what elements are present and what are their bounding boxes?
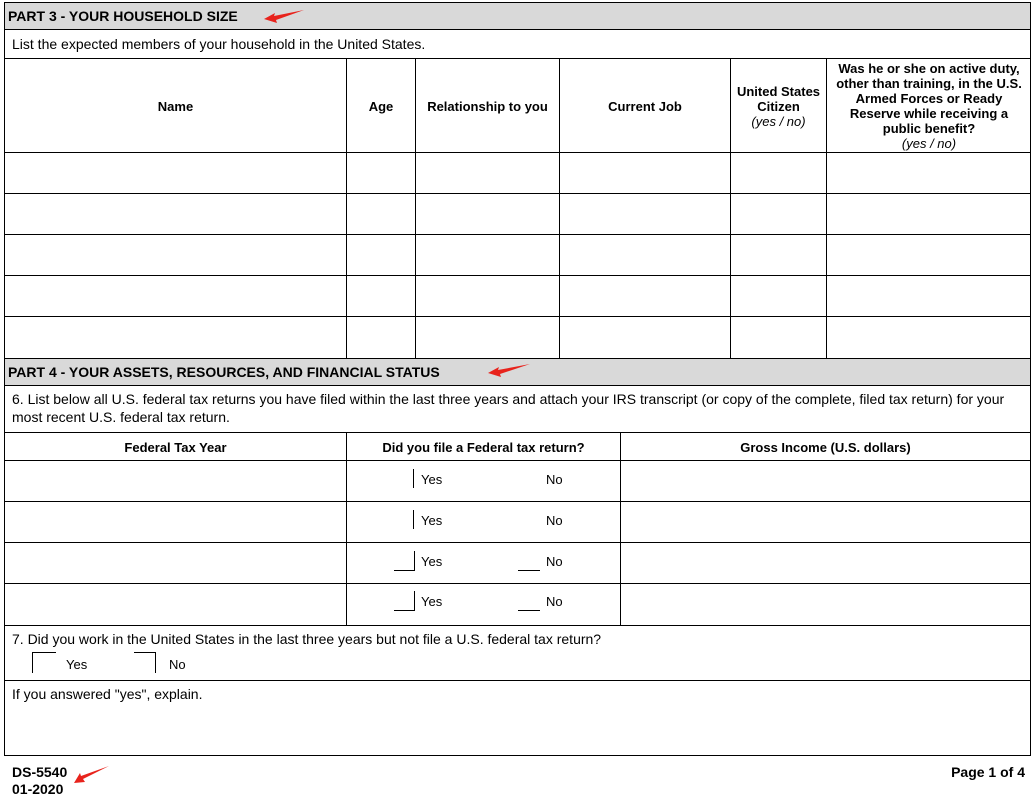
- col-header-us-citizen: United States Citizen (yes / no): [736, 83, 821, 129]
- filed-yes-label: Yes: [421, 554, 443, 569]
- part3-instruction: List the expected members of your household in the United States.: [12, 36, 426, 52]
- household-job-input[interactable]: [560, 276, 730, 316]
- col-header-active-duty: Was he or she on active duty, other than training, in the U.S. Armed Forces or Ready Reserve while receiving a public benefit? (yes / no): [836, 61, 1022, 151]
- filed-no-label: No: [546, 513, 563, 528]
- col-header-current-job: Current Job: [608, 98, 682, 114]
- household-name-input[interactable]: [6, 276, 346, 316]
- gross-income-input[interactable]: [621, 461, 1030, 501]
- household-job-input[interactable]: [560, 153, 730, 193]
- q7-no-label: No: [169, 657, 186, 672]
- question-7-text: 7. Did you work in the United States in the last three years but not file a U.S. federal tax return?: [12, 631, 602, 647]
- household-age-input[interactable]: [347, 235, 415, 275]
- household-name-input[interactable]: [6, 235, 346, 275]
- household-duty-input[interactable]: [827, 194, 1030, 234]
- q7-yes-label: Yes: [66, 657, 88, 672]
- household-job-input[interactable]: [560, 235, 730, 275]
- col-header-age: Age: [368, 98, 394, 114]
- annotation-arrow-icon: [72, 764, 112, 786]
- gross-income-input[interactable]: [621, 502, 1030, 542]
- household-citizen-input[interactable]: [731, 317, 826, 358]
- annotation-arrow-icon: [262, 7, 306, 25]
- annotation-arrow-icon: [486, 361, 532, 379]
- filed-no-checkbox[interactable]: [518, 551, 540, 571]
- household-relationship-input[interactable]: [416, 276, 559, 316]
- tax-year-input[interactable]: [6, 461, 346, 501]
- form-date: 01-2020: [12, 781, 64, 797]
- household-age-input[interactable]: [347, 317, 415, 358]
- filed-yes-checkbox[interactable]: [413, 469, 415, 488]
- filed-yes-checkbox[interactable]: [394, 591, 415, 611]
- question-6-text: 6. List below all U.S. federal tax returns you have filed within the last three years and attach your IRS transcript (or copy of the complete, filed tax return) for your most recent U.S. federal tax return.: [12, 391, 1005, 425]
- part3-title: PART 3 - YOUR HOUSEHOLD SIZE: [5, 3, 1030, 30]
- q7-yes-checkbox[interactable]: [32, 652, 56, 673]
- filed-yes-label: Yes: [421, 513, 443, 528]
- household-citizen-input[interactable]: [731, 235, 826, 275]
- household-name-input[interactable]: [6, 194, 346, 234]
- tax-year-input[interactable]: [6, 502, 346, 542]
- household-relationship-input[interactable]: [416, 153, 559, 193]
- household-duty-input[interactable]: [827, 276, 1030, 316]
- col-header-gross-income: Gross Income (U.S. dollars): [740, 439, 911, 455]
- tax-year-input[interactable]: [6, 584, 346, 625]
- household-citizen-input[interactable]: [731, 276, 826, 316]
- household-citizen-input[interactable]: [731, 153, 826, 193]
- household-job-input[interactable]: [560, 194, 730, 234]
- filed-no-checkbox[interactable]: [518, 591, 540, 611]
- filed-yes-checkbox[interactable]: [413, 510, 415, 529]
- part4-title: PART 4 - YOUR ASSETS, RESOURCES, AND FINANCIAL STATUS: [5, 358, 1030, 386]
- household-name-input[interactable]: [6, 317, 346, 358]
- filed-no-label: No: [546, 594, 563, 609]
- page-number: Page 1 of 4: [951, 764, 1025, 780]
- gross-income-input[interactable]: [621, 584, 1030, 625]
- explain-textarea[interactable]: [6, 704, 1030, 755]
- col-header-tax-year: Federal Tax Year: [124, 439, 227, 455]
- filed-yes-label: Yes: [421, 472, 443, 487]
- q7-no-checkbox[interactable]: [134, 652, 156, 673]
- explain-label: If you answered "yes", explain.: [12, 686, 203, 702]
- filed-yes-checkbox[interactable]: [394, 551, 415, 571]
- household-name-input[interactable]: [6, 153, 346, 193]
- col-header-name: Name: [157, 98, 194, 114]
- filed-no-label: No: [546, 472, 563, 487]
- household-relationship-input[interactable]: [416, 194, 559, 234]
- form-id: DS-5540: [12, 764, 68, 780]
- household-age-input[interactable]: [347, 153, 415, 193]
- household-duty-input[interactable]: [827, 235, 1030, 275]
- tax-year-input[interactable]: [6, 543, 346, 583]
- household-age-input[interactable]: [347, 194, 415, 234]
- household-job-input[interactable]: [560, 317, 730, 358]
- gross-income-input[interactable]: [621, 543, 1030, 583]
- col-header-relationship: Relationship to you: [427, 98, 548, 114]
- household-duty-input[interactable]: [827, 153, 1030, 193]
- household-citizen-input[interactable]: [731, 194, 826, 234]
- col-header-filed-return: Did you file a Federal tax return?: [382, 439, 585, 455]
- household-relationship-input[interactable]: [416, 317, 559, 358]
- household-relationship-input[interactable]: [416, 235, 559, 275]
- filed-yes-label: Yes: [421, 594, 443, 609]
- household-duty-input[interactable]: [827, 317, 1030, 358]
- filed-no-label: No: [546, 554, 563, 569]
- household-age-input[interactable]: [347, 276, 415, 316]
